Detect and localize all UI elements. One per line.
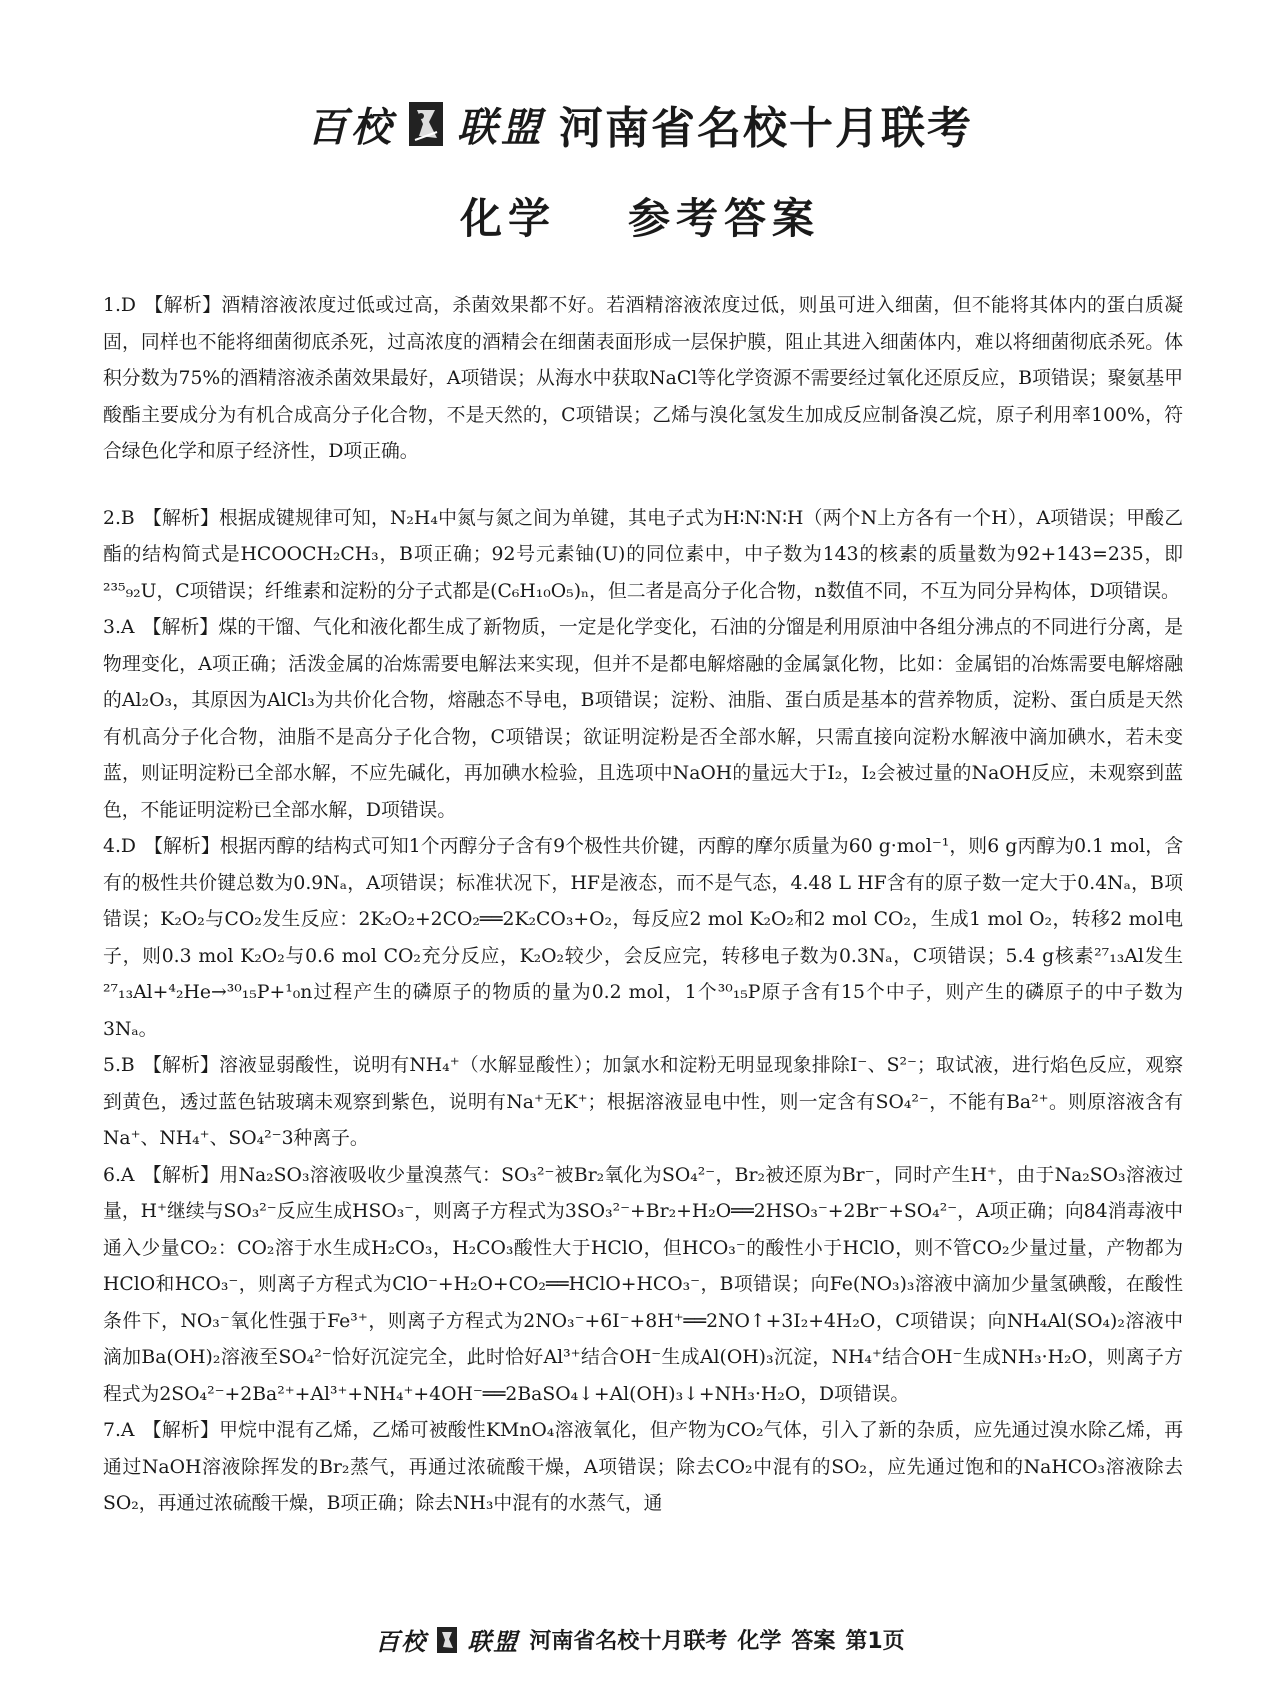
footer-subject: 化学	[737, 1629, 782, 1654]
subject-label: 化学	[459, 194, 556, 243]
exam-title: 河南省名校十月联考	[559, 103, 973, 154]
answer-number: 2.	[103, 507, 121, 529]
analysis-tag: 【解析】	[142, 1055, 220, 1076]
analysis-text: 甲烷中混有乙烯，乙烯可被酸性KMnO₄溶液氧化，但产物为CO₂气体，引入了新的杂质，应先通过溴水除乙烯，再通过NaOH溶液除挥发的Br₂蒸气，再通过浓硫酸干燥，A项错误；除去CO₂中混有的SO₂，应先通过饱和的NaHCO₃溶液除去SO₂，再通过浓硫酸干燥，B项正确；除去NH₃中混有的水蒸气，通	[103, 1420, 1184, 1514]
analysis-tag: 【解析】	[142, 1164, 220, 1186]
analysis-text: 溶液显弱酸性，说明有NH₄⁺（水解显酸性）；加氯水和淀粉无明显现象排除I⁻、S²⁻；取试液，进行焰色反应，观察到黄色，透过蓝色钴玻璃未观察到紫色，说明有Na⁺无K⁺；根据溶液显电中性，则一定含有SO₄²⁻，不能有Ba²⁺。则原溶液含有Na⁺、NH₄⁺、SO₄²⁻3种离子。	[103, 1055, 1184, 1149]
brand-right: 联盟	[457, 103, 545, 151]
title-row	[0, 92, 1280, 156]
analysis-tag: 【解析】	[142, 507, 219, 529]
analysis-tag: 【解析】	[142, 617, 219, 638]
answer-choice: A	[120, 1420, 135, 1441]
page-header	[0, 92, 1280, 246]
analysis-text: 酒精溶液浓度过低或过高，杀菌效果都不好。若酒精溶液浓度过低，则虽可进入细菌，但不能将其体内的蛋白质凝固，同样也不能将细菌彻底杀死，过高浓度的酒精会在细菌表面形成一层保护膜，阻止其进入细菌体内，难以将细菌彻底杀死。体积分数为75%的酒精溶液杀菌效果最好，A项错误；从海水中获取NaCl等化学资源不需要经过氧化还原反应，B项错误；聚氨基甲酸酯主要成分为有机合成高分子化合物，不是天然的，C项错误；乙烯与溴化氢发生加成反应制备溴乙烷，原子利用率100%，符合绿色化学和原子经济性，D项正确。	[103, 295, 1184, 462]
answer-item-5	[103, 1048, 1183, 1158]
page-footer	[0, 1622, 1280, 1657]
subtitle-row	[0, 186, 1280, 246]
answer-choice: A	[120, 617, 135, 638]
footer-doc-type: 答案	[791, 1629, 836, 1654]
answer-number: 3.	[103, 617, 121, 638]
analysis-text: 根据成键规律可知，N₂H₄中氮与氮之间为单键，其电子式为H∶N∶N∶H（两个N上方各有一个H），A项错误；甲酸乙酯的结构简式是HCOOCH₂CH₃，B项正确；92号元素铀(U)的同位素中，中子数为143的核素的质量数为92+143=235，即²³⁵₉₂U，C项错误；纤维素和淀粉的分子式都是(C₆H₁₀O₅)ₙ，但二者是高分子化合物，n数值不同，不互为同分异构体，D项错误。	[103, 507, 1184, 602]
analysis-tag: 【解析】	[142, 1420, 220, 1441]
answer-number: 7.	[103, 1420, 121, 1441]
answer-choice: A	[120, 1164, 135, 1186]
answer-item-6	[103, 1158, 1183, 1414]
answer-item-2	[103, 501, 1183, 611]
analysis-text: 用Na₂SO₃溶液吸收少量溴蒸气：SO₃²⁻被Br₂氧化为SO₄²⁻，Br₂被还原为Br⁻，同时产生H⁺，由于Na₂SO₃溶液过量，H⁺继续与SO₃²⁻反应生成HSO₃⁻，则离子方程式为3SO₃²⁻+Br₂+H₂O══2HSO₃⁻+2Br⁻+SO₄²⁻，A项正确；向84消毒液中通入少量CO₂：CO₂溶于水生成H₂CO₃，H₂CO₃酸性大于HClO，但HCO₃⁻的酸性小于HClO，则不管CO₂少量过量，产物都为HClO和HCO₃⁻，则离子方程式为ClO⁻+H₂O+CO₂══HClO+HCO₃⁻，B项错误；向Fe(NO₃)₃溶液中滴加少量氢碘酸，在酸性条件下，NO₃⁻氧化性强于Fe³⁺，则离子方程式为2NO₃⁻+6I⁻+8H⁺══2NO↑+3I₂+4H₂O，C项错误；向NH₄Al(SO₄)₂溶液中滴加Ba(OH)₂溶液至SO₄²⁻恰好沉淀完全，此时恰好Al³⁺结合OH⁻生成Al(OH)₃沉淀，NH₄⁺结合OH⁻生成NH₃·H₂O，则离子方程式为2SO₄²⁻+2Ba²⁺+Al³⁺+NH₄⁺+4OH⁻══2BaSO₄↓+Al(OH)₃↓+NH₃·H₂O，D项错误。	[103, 1164, 1183, 1405]
answer-list	[103, 288, 1183, 1523]
answer-item-7	[103, 1413, 1183, 1523]
analysis-text: 煤的干馏、气化和液化都生成了新物质，一定是化学变化，石油的分馏是利用原油中各组分沸点的不同进行分离，是物理变化，A项正确；活泼金属的冶炼需要电解法来实现，但并不是都电解熔融的金属氯化物，比如：金属铝的冶炼需要电解熔融的Al₂O₃，其原因为AlCl₃为共价化合物，熔融态不导电，B项错误；淀粉、油脂、蛋白质是基本的营养物质，淀粉、蛋白质是天然有机高分子化合物，油脂不是高分子化合物，C项错误；欲证明淀粉是否全部水解，只需直接向淀粉水解液中滴加碘水，若未变蓝，则证明淀粉已全部水解，不应先碱化，再加碘水检验，且选项中NaOH的量远大于I₂，I₂会被过量的NaOH反应，未观察到蓝色，不能证明淀粉已全部水解，D项错误。	[103, 617, 1183, 821]
doc-type-label: 参考答案	[628, 194, 821, 243]
answer-number: 1.	[103, 295, 121, 316]
analysis-tag: 【解析】	[143, 836, 220, 857]
answer-choice: D	[120, 295, 136, 316]
footer-brand-left: 百校	[375, 1627, 428, 1656]
answer-choice: D	[120, 836, 136, 857]
footer-seal-logo-icon	[437, 1627, 457, 1653]
answer-item-4	[103, 829, 1183, 1048]
answer-choice: B	[120, 507, 135, 529]
analysis-text: 根据丙醇的结构式可知1个丙醇分子含有9个极性共价键，丙醇的摩尔质量为60 g·mol⁻¹，则6 g丙醇为0.1 mol，含有的极性共价键总数为0.9Nₐ，A项错误；标准状况下，HF是液态，而不是气态，4.48 L HF含有的原子数一定大于0.4Nₐ，B项错误；K₂O₂与CO₂发生反应：2K₂O₂+2CO₂══2K₂CO₃+O₂，每反应2 mol K₂O₂和2 mol CO₂，生成1 mol O₂，转移2 mol电子，则0.3 mol K₂O₂与0.6 mol CO₂充分反应，K₂O₂较少，会反应完，转移电子数为0.3Nₐ，C项错误；5.4 g核素²⁷₁₃Al发生²⁷₁₃Al+⁴₂He→³⁰₁₅P+¹₀n过程产生的磷原子的物质的量为0.2 mol，1个³⁰₁₅P原子含有15个中子，则产生的磷原子的中子数为3Nₐ。	[103, 836, 1183, 1040]
answer-item-3	[103, 610, 1183, 829]
answer-number: 5.	[103, 1055, 121, 1076]
brand-left: 百校	[307, 103, 395, 151]
analysis-tag: 【解析】	[143, 295, 222, 316]
footer-title: 河南省名校十月联考	[529, 1629, 728, 1654]
answer-item-1	[103, 288, 1183, 471]
footer-brand-right: 联盟	[467, 1627, 520, 1656]
seal-logo-icon	[409, 102, 443, 146]
answer-number: 6.	[103, 1164, 121, 1186]
answer-number: 4.	[103, 836, 121, 857]
answer-choice: B	[120, 1055, 135, 1076]
footer-page-number: 第1页	[845, 1629, 905, 1654]
